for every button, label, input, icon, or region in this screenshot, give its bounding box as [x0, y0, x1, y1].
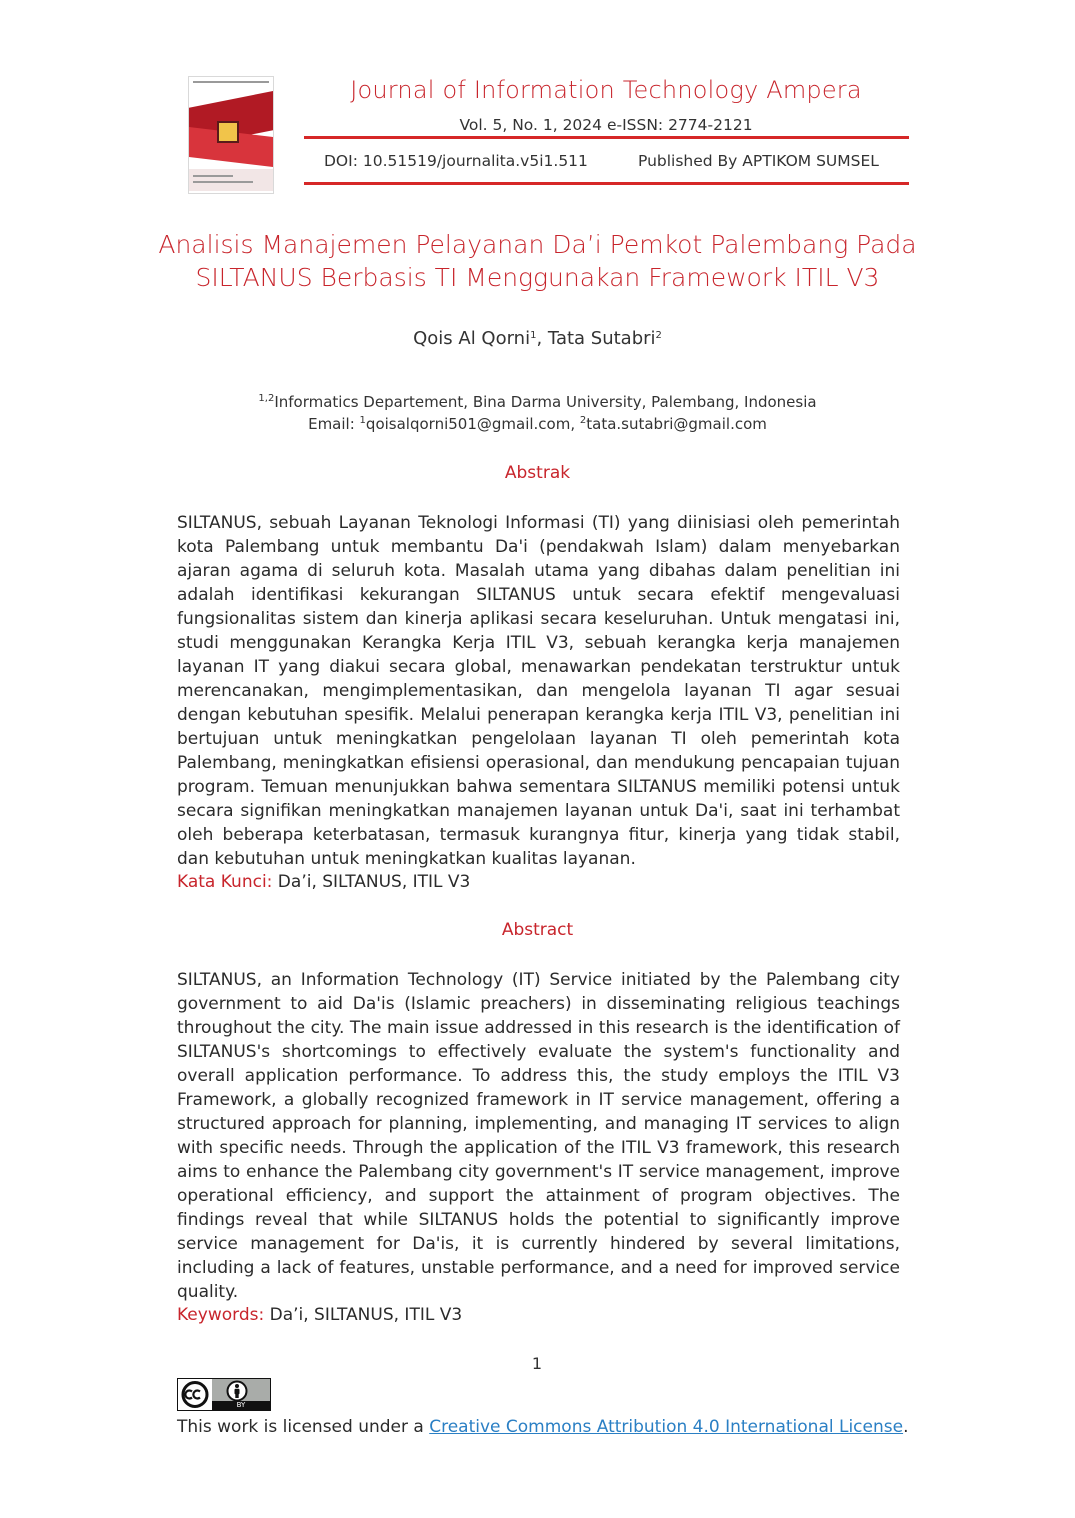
abstrak-text: SILTANUS, sebuah Layanan Teknologi Informasi (TI) yang diinisiasi oleh pemerintah kota Palembang untuk membantu Da'i (pendakwah Islam) dalam menyebarkan ajaran agama di seluruh kota. Masalah utama yang dibahas dalam penelitian ini adalah identifikasi kekurangan SILTANUS untuk secara efektif mengevaluasi fungsionalitas sistem dan kinerja aplikasi secara keseluruhan. Untuk mengatasi ini, studi menggunakan Kerangka Kerja ITIL V3, sebuah kerangka kerja manajemen layanan IT yang diakui secara global, menawarkan pendekatan terstruktur untuk merencanakan, mengimplementasikan, dan mengelola layanan TI agar sesuai dengan kebutuhan spesifik. Melalui penerapan kerangka kerja ITIL V3, penelitian ini bertujuan untuk meningkatkan pengelolaan layanan TI oleh pemerintah kota Palembang, meningkatkan efisiensi operasional, dan mendukung pencapaian tujuan program. Temuan menunjukkan bahwa sementara SILTANUS memiliki potensi untuk secara signifikan meningkatkan manajemen layanan untuk Da'i, saat ini terhambat oleh beberapa keterbatasan, termasuk kurangnya fitur, kinerja yang tidak stabil, dan kebutuhan untuk meningkatkan kualitas layanan. [177, 513, 900, 869]
email-address: qoisalqorni501@gmail.com, [365, 415, 580, 433]
page-number: 1 [531, 1354, 543, 1373]
affiliation-block [150, 391, 925, 435]
license-suffix: . [903, 1417, 909, 1437]
paper-title-line: Analisis Manajemen Pelayanan Da’i Pemkot Palembang Pada [158, 230, 917, 259]
affiliation [150, 391, 925, 413]
author-separator: , [536, 328, 548, 349]
author-sup: 2 [655, 330, 662, 341]
email-sup: 1 [359, 415, 366, 426]
cc-logo-icon [178, 1379, 212, 1410]
affiliation-sup: 1,2 [258, 393, 275, 404]
author-name: Qois Al Qorni [413, 328, 531, 349]
kata-kunci-label: Kata Kunci: [177, 872, 273, 892]
affiliation-text: Informatics Departement, Bina Darma University, Palembang, Indonesia [274, 393, 817, 411]
cover-text-line [193, 81, 269, 83]
paper-title [150, 228, 925, 294]
journal-title: Journal of Information Technology Ampera [350, 76, 862, 104]
header-rule [304, 182, 909, 185]
kata-kunci [177, 872, 470, 892]
attribution-person-icon [226, 1380, 248, 1402]
cover-emblem [217, 121, 239, 143]
authors [150, 328, 925, 349]
license-prefix: This work is licensed under a [177, 1417, 430, 1437]
cc-by-label: BY [212, 1401, 270, 1410]
cover-text-line [193, 181, 253, 183]
paper-title-line: SILTANUS Berbasis TI Menggunakan Framework ITIL V3 [195, 263, 880, 292]
email-address: tata.sutabri@gmail.com [586, 415, 767, 433]
abstract-text: SILTANUS, an Information Technology (IT) Service initiated by the Palembang city government to aid Da'is (Islamic preachers) in disseminating religious teachings throughout the city. The main issue addressed in this research is the identification of SILTANUS's shortcomings to effectively evaluate the system's functionality and overall application performance. To address this, the study employs the ITIL V3 Framework, a globally recognized framework in IT service management, offering a structured approach for planning, implementing, and managing IT services to align with specific needs. Through the application of the ITIL V3 framework, this research aims to enhance the Palembang city government's IT service management, improve operational efficiency, and support the attainment of program objectives. The findings reveal that while SILTANUS holds the potential to significantly improve service management for Da'is, it is currently hindered by several limitations, including a lack of features, unstable performance, and a need for improved service quality. [177, 970, 900, 1302]
license-statement [177, 1417, 908, 1437]
doi: DOI: 10.51519/journalita.v5i1.511 [324, 152, 588, 170]
cc-by-license-badge[interactable] [177, 1378, 271, 1411]
journal-volume-issn: Vol. 5, No. 1, 2024 e-ISSN: 2774-2121 [459, 116, 753, 134]
author-name: Tata Sutabri [547, 328, 656, 349]
keywords-label: Keywords: [177, 1305, 265, 1325]
abstrak-heading: Abstrak [504, 463, 571, 483]
license-link[interactable]: Creative Commons Attribution 4.0 International License [429, 1417, 904, 1437]
author-sup: 1 [530, 330, 537, 341]
abstract-heading: Abstract [501, 920, 574, 940]
email-sup: 2 [579, 415, 587, 426]
cover-text-line [193, 175, 233, 177]
journal-cover-image [188, 76, 274, 194]
kata-kunci-values: Da’i, SILTANUS, ITIL V3 [272, 872, 471, 892]
header-rule [304, 136, 909, 139]
cover-footer [189, 169, 273, 191]
email-label: Email: [308, 415, 360, 433]
email-line [150, 413, 925, 435]
keywords-values: Da’i, SILTANUS, ITIL V3 [264, 1305, 463, 1325]
keywords [177, 1305, 462, 1325]
publisher: Published By APTIKOM SUMSEL [638, 152, 879, 170]
